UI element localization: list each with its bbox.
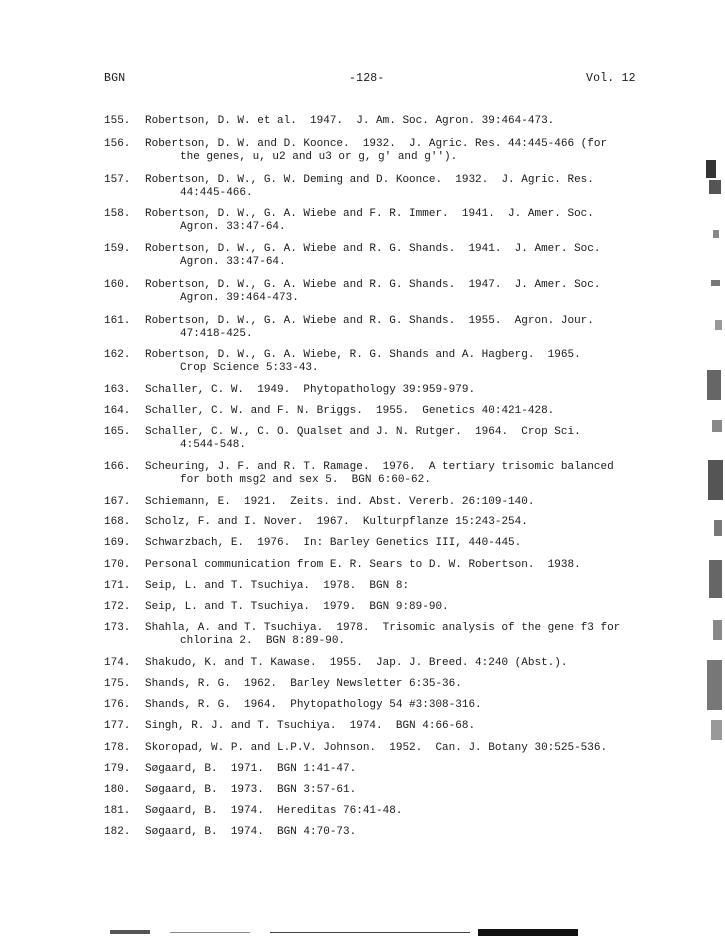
page-number: -128- bbox=[349, 72, 385, 85]
reference-text: Søgaard, B. 1974. BGN 4:70-73. bbox=[145, 826, 357, 838]
reference-number: 167. bbox=[104, 496, 131, 508]
reference-text: Robertson, D. W., G. W. Deming and D. Koonce. 1932. J. Agric. Res. bbox=[145, 174, 594, 186]
journal-abbrev: BGN bbox=[104, 72, 126, 85]
reference-text: Schaller, C. W. 1949. Phytopathology 39:959-979. bbox=[145, 384, 476, 396]
reference-text-continued: 44:445-466. bbox=[180, 186, 253, 199]
reference-text: Personal communication from E. R. Sears to D. W. Robertson. 1938. bbox=[145, 559, 581, 571]
reference-number: 169. bbox=[104, 537, 131, 549]
reference-text-continued: Crop Science 5:33-43. bbox=[180, 361, 319, 374]
reference-text: Søgaard, B. 1973. BGN 3:57-61. bbox=[145, 784, 357, 796]
reference-number: 155. bbox=[104, 115, 131, 127]
reference-text: Seip, L. and T. Tsuchiya. 1978. BGN 8: bbox=[145, 580, 410, 592]
scan-bottom-artifact bbox=[110, 928, 580, 936]
reference-number: 156. bbox=[104, 138, 131, 150]
reference-text-continued: 4:544-548. bbox=[180, 438, 247, 451]
reference-text: Robertson, D. W., G. A. Wiebe, R. G. Shands and A. Hagberg. 1965. bbox=[145, 349, 581, 361]
reference-text: Seip, L. and T. Tsuchiya. 1979. BGN 9:89-90. bbox=[145, 601, 449, 613]
reference-number: 181. bbox=[104, 805, 131, 817]
reference-text: Søgaard, B. 1974. Hereditas 76:41-48. bbox=[145, 805, 403, 817]
reference-text-continued: the genes, u, u2 and u3 or g, g' and g''). bbox=[180, 150, 458, 163]
reference-text: Schiemann, E. 1921. Zeits. ind. Abst. Vererb. 26:109-140. bbox=[145, 496, 535, 508]
page-header bbox=[0, 72, 725, 88]
reference-text: Robertson, D. W., G. A. Wiebe and F. R. Immer. 1941. J. Amer. Soc. bbox=[145, 208, 594, 220]
reference-text: Shands, R. G. 1962. Barley Newsletter 6:35-36. bbox=[145, 678, 462, 690]
reference-text: Robertson, D. W., G. A. Wiebe and R. G. Shands. 1947. J. Amer. Soc. bbox=[145, 279, 601, 291]
reference-text: Skoropad, W. P. and L.P.V. Johnson. 1952. Can. J. Botany 30:525-536. bbox=[145, 742, 608, 754]
reference-text-continued: chlorina 2. BGN 8:89-90. bbox=[180, 634, 346, 647]
reference-number: 163. bbox=[104, 384, 131, 396]
reference-text: Schaller, C. W. and F. N. Briggs. 1955. Genetics 40:421-428. bbox=[145, 405, 555, 417]
reference-text-continued: Agron. 39:464-473. bbox=[180, 291, 299, 304]
reference-text: Scheuring, J. F. and R. T. Ramage. 1976. A tertiary trisomic balanced bbox=[145, 461, 614, 473]
reference-text-continued: Agron. 33:47-64. bbox=[180, 220, 286, 233]
scan-edge-artifact bbox=[703, 160, 725, 760]
reference-number: 160. bbox=[104, 279, 131, 291]
reference-number: 177. bbox=[104, 720, 131, 732]
reference-number: 162. bbox=[104, 349, 131, 361]
reference-text: Schwarzbach, E. 1976. In: Barley Genetics III, 440-445. bbox=[145, 537, 522, 549]
reference-number: 179. bbox=[104, 763, 131, 775]
reference-number: 174. bbox=[104, 657, 131, 669]
reference-number: 180. bbox=[104, 784, 131, 796]
reference-number: 158. bbox=[104, 208, 131, 220]
reference-text: Robertson, D. W. et al. 1947. J. Am. Soc. Agron. 39:464-473. bbox=[145, 115, 555, 127]
reference-text: Robertson, D. W., G. A. Wiebe and R. G. Shands. 1941. J. Amer. Soc. bbox=[145, 243, 601, 255]
reference-text: Shakudo, K. and T. Kawase. 1955. Jap. J. Breed. 4:240 (Abst.). bbox=[145, 657, 568, 669]
reference-number: 178. bbox=[104, 742, 131, 754]
reference-number: 182. bbox=[104, 826, 131, 838]
reference-number: 176. bbox=[104, 699, 131, 711]
reference-text: Singh, R. J. and T. Tsuchiya. 1974. BGN 4:66-68. bbox=[145, 720, 476, 732]
reference-text-continued: for both msg2 and sex 5. BGN 6:60-62. bbox=[180, 473, 431, 486]
reference-text: Robertson, D. W., G. A. Wiebe and R. G. Shands. 1955. Agron. Jour. bbox=[145, 315, 594, 327]
reference-text: Schaller, C. W., C. O. Qualset and J. N. Rutger. 1964. Crop Sci. bbox=[145, 426, 581, 438]
reference-number: 172. bbox=[104, 601, 131, 613]
reference-number: 170. bbox=[104, 559, 131, 571]
reference-text: Scholz, F. and I. Nover. 1967. Kulturpflanze 15:243-254. bbox=[145, 516, 528, 528]
volume-label: Vol. 12 bbox=[586, 72, 636, 85]
reference-number: 173. bbox=[104, 622, 131, 634]
reference-number: 157. bbox=[104, 174, 131, 186]
reference-number: 175. bbox=[104, 678, 131, 690]
reference-text: Shahla, A. and T. Tsuchiya. 1978. Trisomic analysis of the gene f3 for bbox=[145, 622, 621, 634]
reference-number: 159. bbox=[104, 243, 131, 255]
reference-text: Robertson, D. W. and D. Koonce. 1932. J. Agric. Res. 44:445-466 (for bbox=[145, 138, 608, 150]
reference-number: 161. bbox=[104, 315, 131, 327]
reference-number: 166. bbox=[104, 461, 131, 473]
reference-number: 171. bbox=[104, 580, 131, 592]
reference-number: 168. bbox=[104, 516, 131, 528]
reference-text: Shands, R. G. 1964. Phytopathology 54 #3:308-316. bbox=[145, 699, 482, 711]
reference-number: 165. bbox=[104, 426, 131, 438]
reference-text: Søgaard, B. 1971. BGN 1:41-47. bbox=[145, 763, 357, 775]
reference-number: 164. bbox=[104, 405, 131, 417]
reference-text-continued: 47:418-425. bbox=[180, 327, 253, 340]
reference-text-continued: Agron. 33:47-64. bbox=[180, 255, 286, 268]
